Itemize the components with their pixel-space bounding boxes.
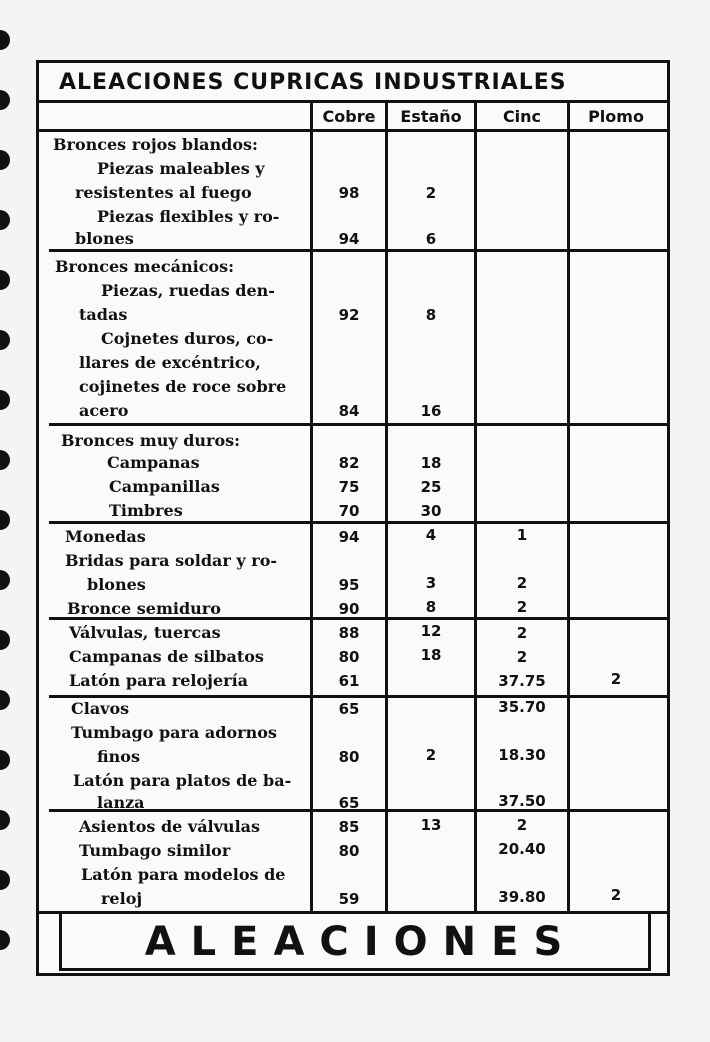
row-label: tadas <box>79 305 128 324</box>
binder-hole <box>0 210 10 230</box>
cell-cobre: 80 <box>338 842 360 860</box>
row-label: llares de excéntrico, <box>79 353 261 372</box>
cell-cobre: 65 <box>338 794 360 812</box>
col-header-plomo: Plomo <box>588 107 644 126</box>
cell-cobre: 90 <box>338 600 360 618</box>
cell-estano: 8 <box>425 306 437 324</box>
binder-hole <box>0 570 10 590</box>
cell-cobre: 65 <box>338 700 360 718</box>
row-label: Bridas para soldar y ro- <box>65 551 278 570</box>
cell-estano: 25 <box>420 478 442 496</box>
binder-hole <box>0 30 10 50</box>
row-label: Cojnetes duros, co- <box>101 329 274 348</box>
row-label: Asientos de válvulas <box>79 817 261 836</box>
binder-hole <box>0 630 10 650</box>
binder-holes <box>0 0 14 1042</box>
row-label: Tumbago similor <box>79 841 231 860</box>
cell-cinc: 35.70 <box>498 698 546 716</box>
cell-cobre: 94 <box>338 230 360 248</box>
cell-cinc: 2 <box>516 648 528 666</box>
cell-cinc: 1 <box>516 526 528 544</box>
header-rule <box>39 129 667 132</box>
cell-cobre: 82 <box>338 454 360 472</box>
cell-cinc: 37.50 <box>498 792 546 810</box>
group-heading: Bronces rojos blandos: <box>53 135 258 154</box>
binder-hole <box>0 270 10 290</box>
cell-cobre: 88 <box>338 624 360 642</box>
cell-cinc: 20.40 <box>498 840 546 858</box>
group-heading: Bronces mecánicos: <box>55 257 235 276</box>
cell-cobre: 98 <box>338 184 360 202</box>
binder-hole <box>0 450 10 470</box>
row-label: Latón para relojería <box>69 671 249 690</box>
row-label: Piezas flexibles y ro- <box>97 207 280 226</box>
group-heading: Bronces muy duros: <box>61 431 241 450</box>
cell-cinc: 18.30 <box>498 746 546 764</box>
row-label: Piezas maleables y <box>97 159 265 178</box>
row-label: Campanas de silbatos <box>69 647 264 666</box>
row-label: cojinetes de roce sobre <box>79 377 287 396</box>
binder-hole <box>0 390 10 410</box>
group-divider <box>49 423 667 426</box>
row-label: Bronce semiduro <box>67 599 221 618</box>
cell-cinc: 37.75 <box>498 672 546 690</box>
binder-hole <box>0 690 10 710</box>
row-label: acero <box>79 401 129 420</box>
cell-estano: 4 <box>425 526 437 544</box>
cell-cobre: 61 <box>338 672 360 690</box>
row-label: Campanas <box>107 453 200 472</box>
cell-estano: 13 <box>420 816 442 834</box>
row-label: Piezas, ruedas den- <box>101 281 275 300</box>
cell-estano: 2 <box>425 746 437 764</box>
cell-cobre: 94 <box>338 528 360 546</box>
cell-estano: 30 <box>420 502 442 520</box>
cell-cinc: 2 <box>516 624 528 642</box>
cell-cobre: 95 <box>338 576 360 594</box>
cell-estano: 18 <box>420 454 442 472</box>
row-label: blones <box>75 229 134 248</box>
cell-plomo: 2 <box>610 670 622 688</box>
alloys-table-card <box>36 60 670 976</box>
binder-hole <box>0 330 10 350</box>
binder-hole <box>0 930 10 950</box>
cell-plomo: 2 <box>610 886 622 904</box>
row-label: Latón para platos de ba- <box>73 771 292 790</box>
row-label: resistentes al fuego <box>75 183 252 202</box>
cell-estano: 2 <box>425 184 437 202</box>
binder-hole <box>0 510 10 530</box>
row-label: Timbres <box>109 501 183 520</box>
binder-hole <box>0 870 10 890</box>
cell-estano: 3 <box>425 574 437 592</box>
cell-cobre: 70 <box>338 502 360 520</box>
binder-hole <box>0 750 10 770</box>
footer-banner: ALEACIONES <box>59 911 651 971</box>
cell-estano: 12 <box>420 622 442 640</box>
cell-cobre: 80 <box>338 648 360 666</box>
row-label: Monedas <box>65 527 146 546</box>
row-label: Válvulas, tuercas <box>69 623 221 642</box>
row-label: Latón para modelos de <box>81 865 286 884</box>
binder-hole <box>0 810 10 830</box>
row-label: lanza <box>97 793 145 812</box>
cell-estano: 16 <box>420 402 442 420</box>
cell-cinc: 2 <box>516 574 528 592</box>
table-title: ALEACIONES CUPRICAS INDUSTRIALES <box>39 63 667 103</box>
cell-cinc: 39.80 <box>498 888 546 906</box>
cell-cobre: 80 <box>338 748 360 766</box>
cell-cobre: 84 <box>338 402 360 420</box>
cell-cobre: 75 <box>338 478 360 496</box>
cell-cobre: 59 <box>338 890 360 908</box>
cell-estano: 18 <box>420 646 442 664</box>
col-header-cinc: Cinc <box>502 107 542 126</box>
cell-cinc: 2 <box>516 816 528 834</box>
column-divider <box>567 103 570 913</box>
row-label: Campanillas <box>109 477 220 496</box>
row-label: Clavos <box>71 699 130 718</box>
cell-estano: 8 <box>425 598 437 616</box>
col-header-cobre: Cobre <box>322 107 376 126</box>
binder-hole <box>0 90 10 110</box>
cell-cobre: 92 <box>338 306 360 324</box>
binder-hole <box>0 150 10 170</box>
cell-cobre: 85 <box>338 818 360 836</box>
row-label: reloj <box>101 889 143 908</box>
cell-estano: 6 <box>425 230 437 248</box>
row-label: finos <box>97 747 140 766</box>
cell-cinc: 2 <box>516 598 528 616</box>
col-header-estano: Estaño <box>400 107 462 126</box>
row-label: Tumbago para adornos <box>71 723 277 742</box>
row-label: blones <box>87 575 146 594</box>
